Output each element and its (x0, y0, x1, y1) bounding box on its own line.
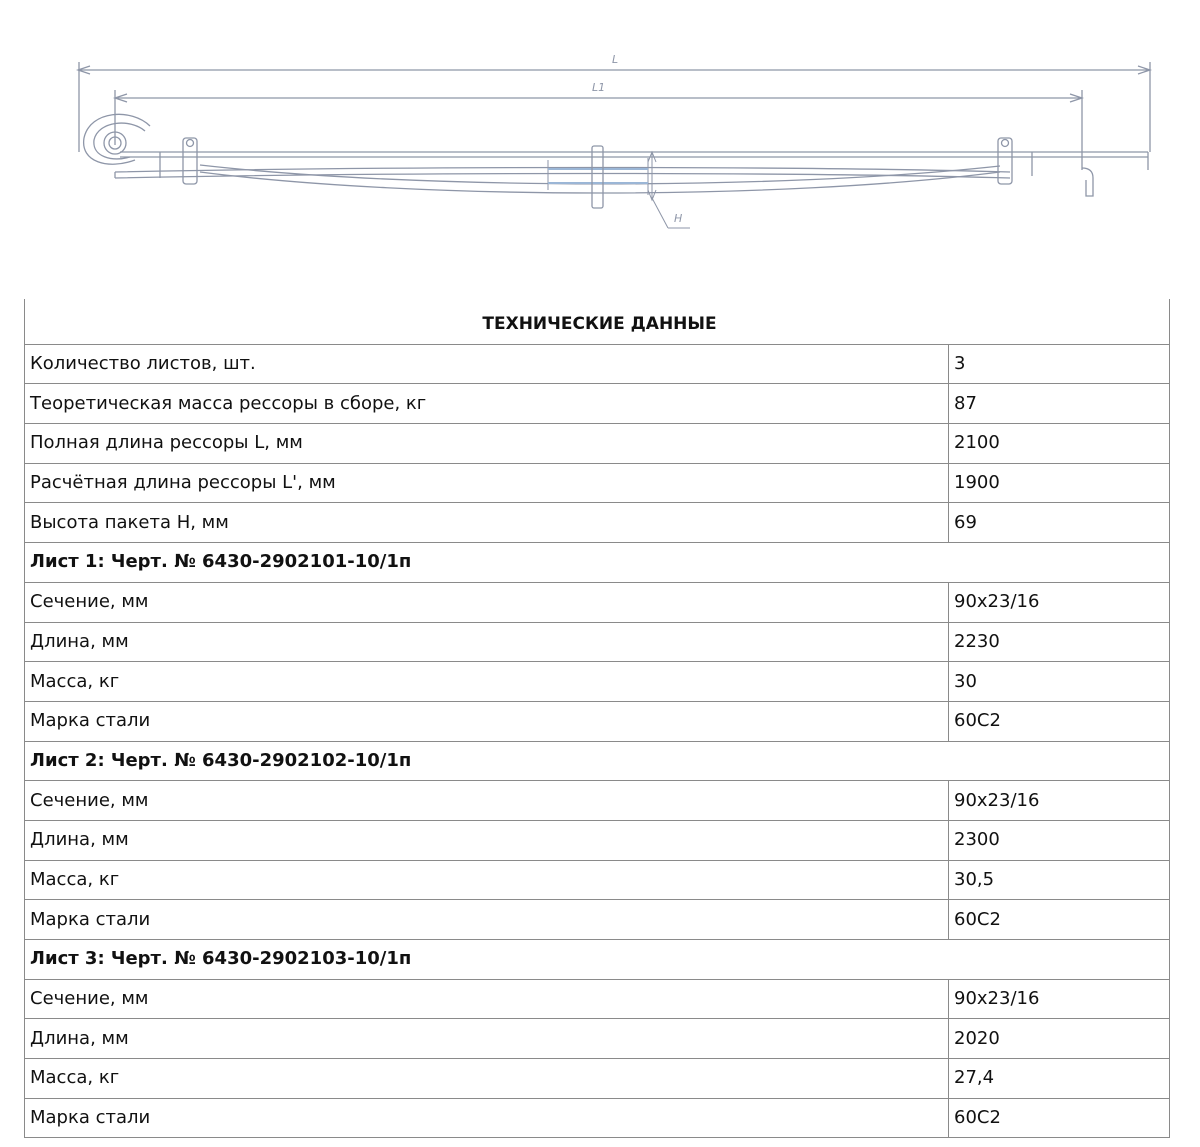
row-label: Сечение, мм (25, 781, 949, 821)
row-label: Длина, мм (25, 622, 949, 662)
table-row (25, 900, 1170, 940)
row-label: Масса, кг (25, 662, 949, 702)
row-label: Марка стали (25, 1098, 949, 1138)
table-row (25, 1059, 1170, 1099)
row-value: 2300 (949, 820, 1170, 860)
dim-calc-label: L1 (592, 81, 606, 94)
row-value: 2100 (949, 424, 1170, 464)
leaf-spring-drawing (0, 0, 1200, 260)
row-value: 30 (949, 662, 1170, 702)
table-row (25, 344, 1170, 384)
sheet-header: Лист 2: Черт. № 6430-2902102-10/1п (25, 741, 1170, 781)
row-label: Длина, мм (25, 820, 949, 860)
row-value: 3 (949, 344, 1170, 384)
table-row (25, 1019, 1170, 1059)
table-row (25, 1098, 1170, 1138)
row-value: 2230 (949, 622, 1170, 662)
sheet-header-row (25, 543, 1170, 583)
row-label: Масса, кг (25, 1059, 949, 1099)
dim-height-label: H (674, 212, 683, 225)
row-value: 1900 (949, 463, 1170, 503)
table-row (25, 662, 1170, 702)
table-row (25, 424, 1170, 464)
sheet-header: Лист 3: Черт. № 6430-2902103-10/1п (25, 940, 1170, 980)
row-label: Сечение, мм (25, 582, 949, 622)
table-row (25, 701, 1170, 741)
table-title-row (25, 299, 1170, 344)
row-label: Количество листов, шт. (25, 344, 949, 384)
row-label: Полная длина рессоры L, мм (25, 424, 949, 464)
row-value: 30,5 (949, 860, 1170, 900)
row-value: 90x23/16 (949, 781, 1170, 821)
row-value: 2020 (949, 1019, 1170, 1059)
table-row (25, 463, 1170, 503)
row-value: 60С2 (949, 1098, 1170, 1138)
sheet-header-row (25, 741, 1170, 781)
row-value: 69 (949, 503, 1170, 543)
row-label: Теоретическая масса рессоры в сборе, кг (25, 384, 949, 424)
sheet-header: Лист 1: Черт. № 6430-2902101-10/1п (25, 543, 1170, 583)
table-row (25, 384, 1170, 424)
row-value: 90x23/16 (949, 582, 1170, 622)
table-row (25, 781, 1170, 821)
table-row (25, 820, 1170, 860)
table-row (25, 503, 1170, 543)
row-label: Марка стали (25, 900, 949, 940)
row-value: 60С2 (949, 701, 1170, 741)
table-row (25, 582, 1170, 622)
row-label: Масса, кг (25, 860, 949, 900)
row-label: Высота пакета H, мм (25, 503, 949, 543)
dim-total-label: L (612, 53, 619, 66)
table-title: ТЕХНИЧЕСКИЕ ДАННЫЕ (25, 299, 1170, 344)
table-row (25, 860, 1170, 900)
row-value: 27,4 (949, 1059, 1170, 1099)
table-row (25, 622, 1170, 662)
row-label: Длина, мм (25, 1019, 949, 1059)
table-row (25, 979, 1170, 1019)
row-value: 90x23/16 (949, 979, 1170, 1019)
row-label: Марка стали (25, 701, 949, 741)
row-value: 87 (949, 384, 1170, 424)
row-label: Сечение, мм (25, 979, 949, 1019)
row-label: Расчётная длина рессоры L', мм (25, 463, 949, 503)
sheet-header-row (25, 940, 1170, 980)
tech-data-table (24, 299, 1170, 1138)
row-value: 60С2 (949, 900, 1170, 940)
